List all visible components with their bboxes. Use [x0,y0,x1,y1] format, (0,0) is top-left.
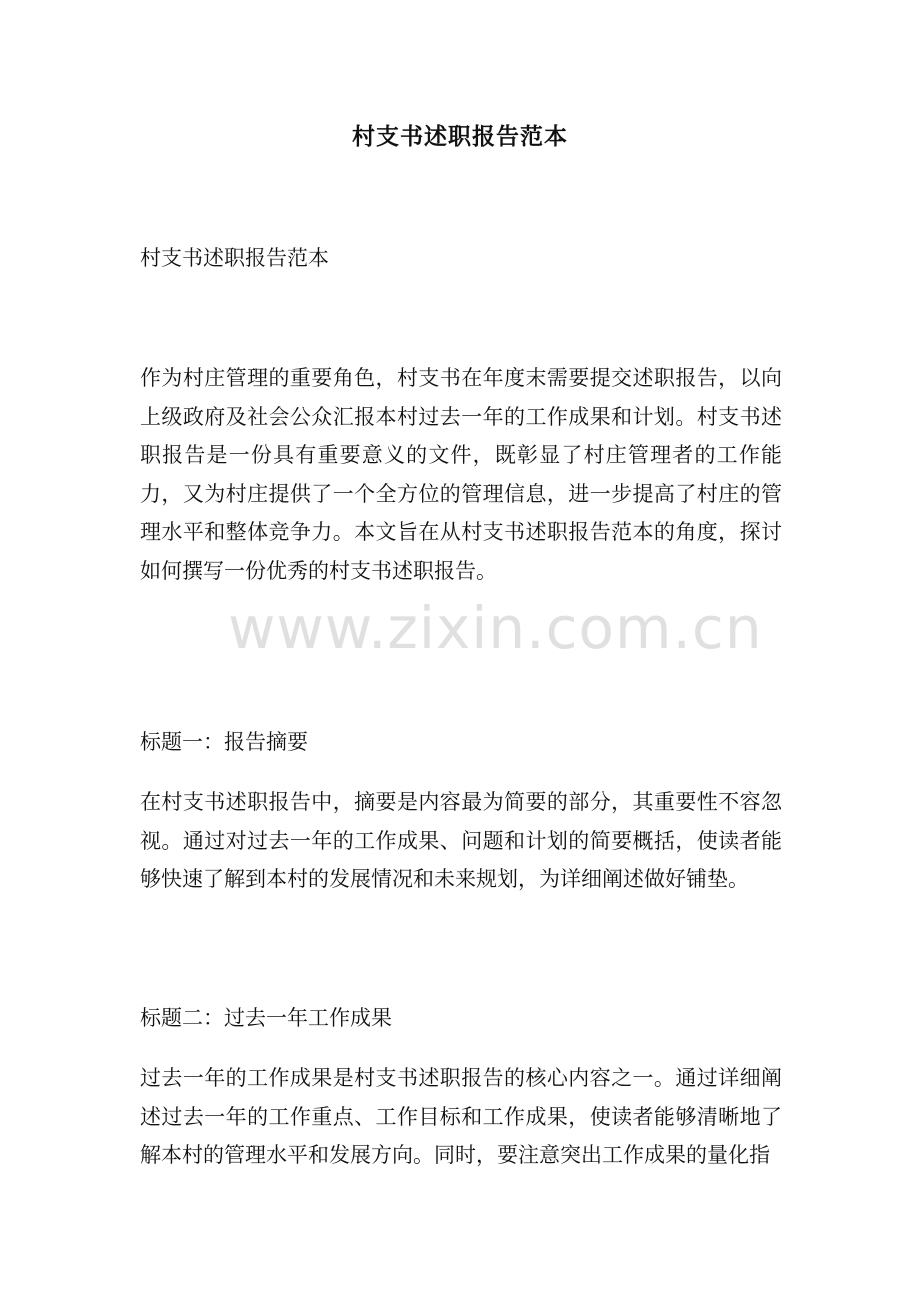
site-watermark: www.zixin.com.cn [228,594,763,662]
intro-paragraph: 作为村庄管理的重要角色，村支书在年度末需要提交述职报告，以向上级政府及社会公众汇报本村过去一年的工作成果和计划。村支书述职报告是一份具有重要意义的文件，既彰显了村庄管理者的工作能力，又为村庄提供了一个全方位的管理信息，进一步提高了村庄的管理水平和整体竞争力。本文旨在从村支书述职报告范本的角度，探讨如何撰写一份优秀的村支书述职报告。 [140,366,782,583]
document-subtitle: 村支书述职报告范本 [140,246,329,270]
section-1-heading: 标题一：报告摘要 [140,730,308,754]
section-1-body: 在村支书述职报告中，摘要是内容最为简要的部分，其重要性不容忽视。通过对过去一年的工作成果、问题和计划的简要概括，使读者能够快速了解到本村的发展情况和未来规划，为详细阐述做好铺垫。 [140,790,782,891]
document-title: 村支书述职报告范本 [352,123,568,150]
section-2-body: 过去一年的工作成果是村支书述职报告的核心内容之一。通过详细阐述过去一年的工作重点、工作目标和工作成果，使读者能够清晰地了解本村的管理水平和发展方向。同时，要注意突出工作成果的量化指 [140,1066,782,1167]
section-2-heading: 标题二：过去一年工作成果 [140,1006,392,1030]
